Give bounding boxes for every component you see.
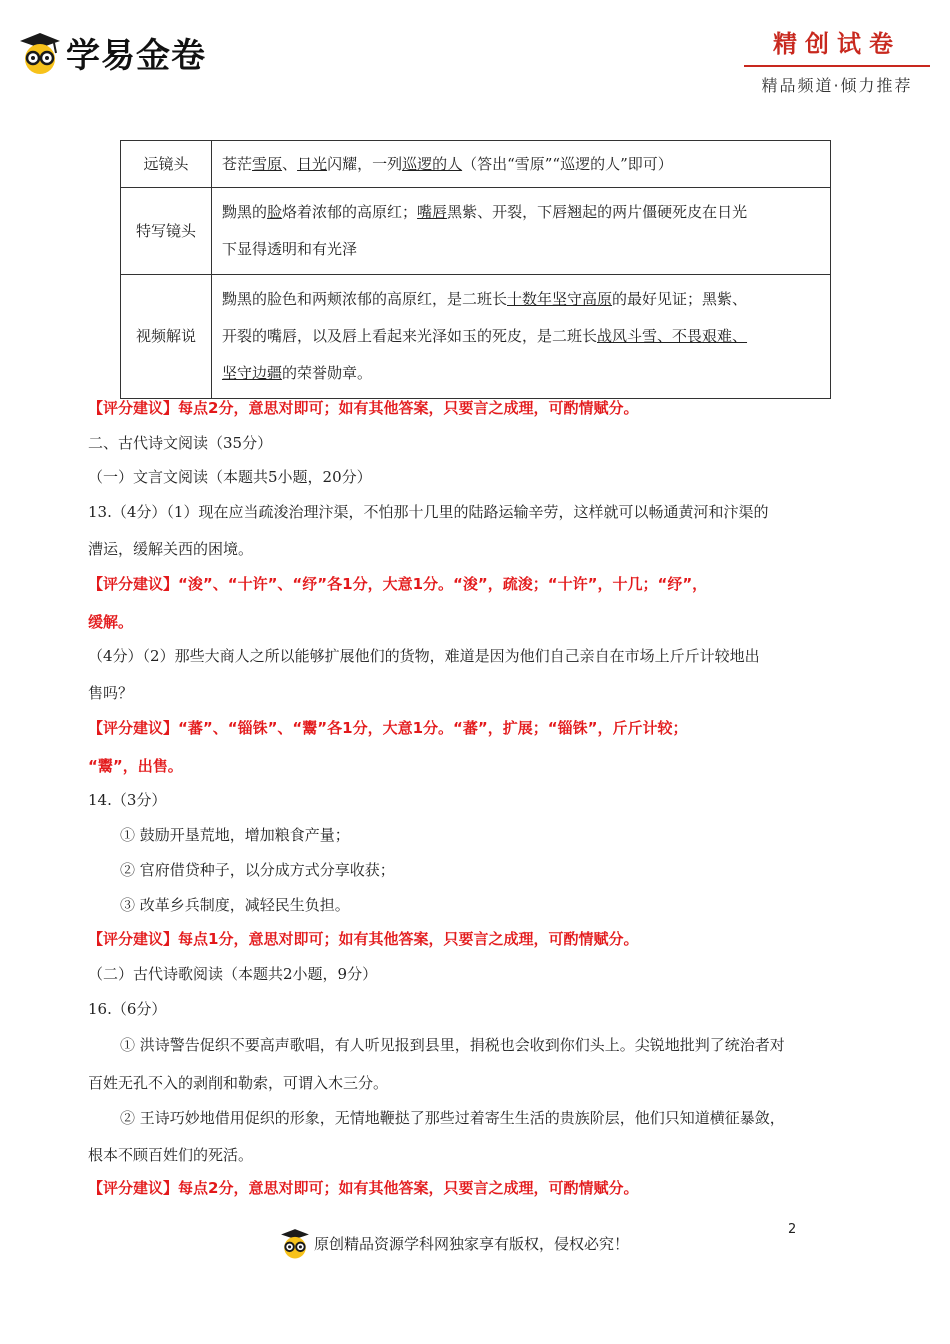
- scoring-note: 【评分建议】每点1分，意思对即可；如有其他答案，只要言之成理，可酌情赋分。: [88, 930, 639, 948]
- row-label: 远镜头: [121, 141, 212, 188]
- brand-divider: [744, 65, 930, 67]
- brand-title: 精创试卷: [773, 29, 901, 58]
- answer-text: 13.（4分）（1）现在应当疏浚治理汴渠，不怕那十几里的陆路运输辛劳，这样就可以畅通黄河和汴渠的: [88, 503, 769, 521]
- copyright-text: 原创精品资源学科网独家享有版权，侵权必究！: [314, 1234, 630, 1253]
- scoring-note: 缓解。: [88, 613, 134, 631]
- scoring-note: “鬻”，出售。: [88, 757, 183, 775]
- answer-point: ② 王诗巧妙地借用促织的形象，无情地鞭挞了那些过着寄生生活的贵族阶层，他们只知道横征暴敛，: [120, 1109, 785, 1127]
- page-number: 2: [788, 1222, 797, 1237]
- scoring-note: 【评分建议】每点2分，意思对即可；如有其他答案，只要言之成理，可酌情赋分。: [88, 1179, 639, 1197]
- question-number: 14.（3分）: [88, 791, 167, 809]
- subsection-heading: （二）古代诗歌阅读（本题共2小题，9分）: [88, 965, 378, 983]
- subsection-heading: （一）文言文阅读（本题共5小题，20分）: [88, 468, 372, 486]
- row-label: 特写镜头: [121, 188, 212, 275]
- row-content: 黝黑的脸烙着浓郁的高原红；嘴唇黑紫、开裂，下唇翘起的两片僵硬死皮在日光 下显得透明和有光泽: [212, 188, 831, 275]
- question-number: 16.（6分）: [88, 1000, 167, 1018]
- logo-text: 学易金卷: [66, 36, 206, 76]
- table-row: [121, 141, 831, 188]
- section-heading: 二、古代诗文阅读（35分）: [88, 434, 273, 452]
- scoring-note: 【评分建议】每点2分，意思对即可；如有其他答案，只要言之成理，可酌情赋分。: [88, 399, 639, 417]
- answer-point: ① 鼓励开垦荒地，增加粮食产量；: [120, 826, 350, 844]
- table-row: [121, 188, 831, 275]
- answer-table: [120, 140, 831, 399]
- brand-subtitle: 精品频道·倾力推荐: [761, 76, 913, 95]
- answer-text: 百姓无孔不入的剥削和勒索，可谓入木三分。: [88, 1074, 389, 1092]
- table-row: [121, 275, 831, 399]
- row-content: 黝黑的脸色和两颊浓郁的高原红，是二班长十数年坚守高原的最好见证；黑紫、 开裂的嘴唇，以及唇上看起来光泽如玉的死皮，是二班长战风斗雪、不畏艰难、 坚守边疆的荣誉勋章。: [212, 275, 831, 399]
- owl-logo-icon: [18, 31, 62, 75]
- owl-logo-icon: [278, 1226, 312, 1260]
- answer-point: ③ 改革乡兵制度，减轻民生负担。: [120, 896, 350, 914]
- answer-text: 根本不顾百姓们的死活。: [88, 1146, 254, 1164]
- row-content: 苍茫雪原、日光闪耀，一列巡逻的人（答出“雪原”“巡逻的人”即可）: [212, 141, 831, 188]
- answer-point: ② 官府借贷种子，以分成方式分享收获；: [120, 861, 395, 879]
- row-label: 视频解说: [121, 275, 212, 399]
- answer-text: 漕运，缓解关西的困境。: [88, 540, 254, 558]
- brand-logo: [18, 28, 206, 77]
- answer-text: 售吗？: [88, 684, 134, 702]
- scoring-note: 【评分建议】“蕃”、“锱铢”、“鬻”各1分，大意1分。“蕃”，扩展；“锱铢”，斤斤计较；: [88, 719, 688, 737]
- scoring-note: 【评分建议】“浚”、“十许”、“纾”各1分，大意1分。“浚”，疏浚；“十许”，十几；“纾”，: [88, 575, 708, 593]
- copyright-footer: [278, 1226, 629, 1260]
- brand-banner: [744, 24, 930, 96]
- answer-text: （4分）（2）那些大商人之所以能够扩展他们的货物，难道是因为他们自己亲自在市场上斤斤计较地出: [88, 647, 760, 665]
- answer-point: ① 洪诗警告促织不要高声歌唱，有人听见报到县里，捐税也会收到你们头上。尖锐地批判了统治者对: [120, 1036, 785, 1054]
